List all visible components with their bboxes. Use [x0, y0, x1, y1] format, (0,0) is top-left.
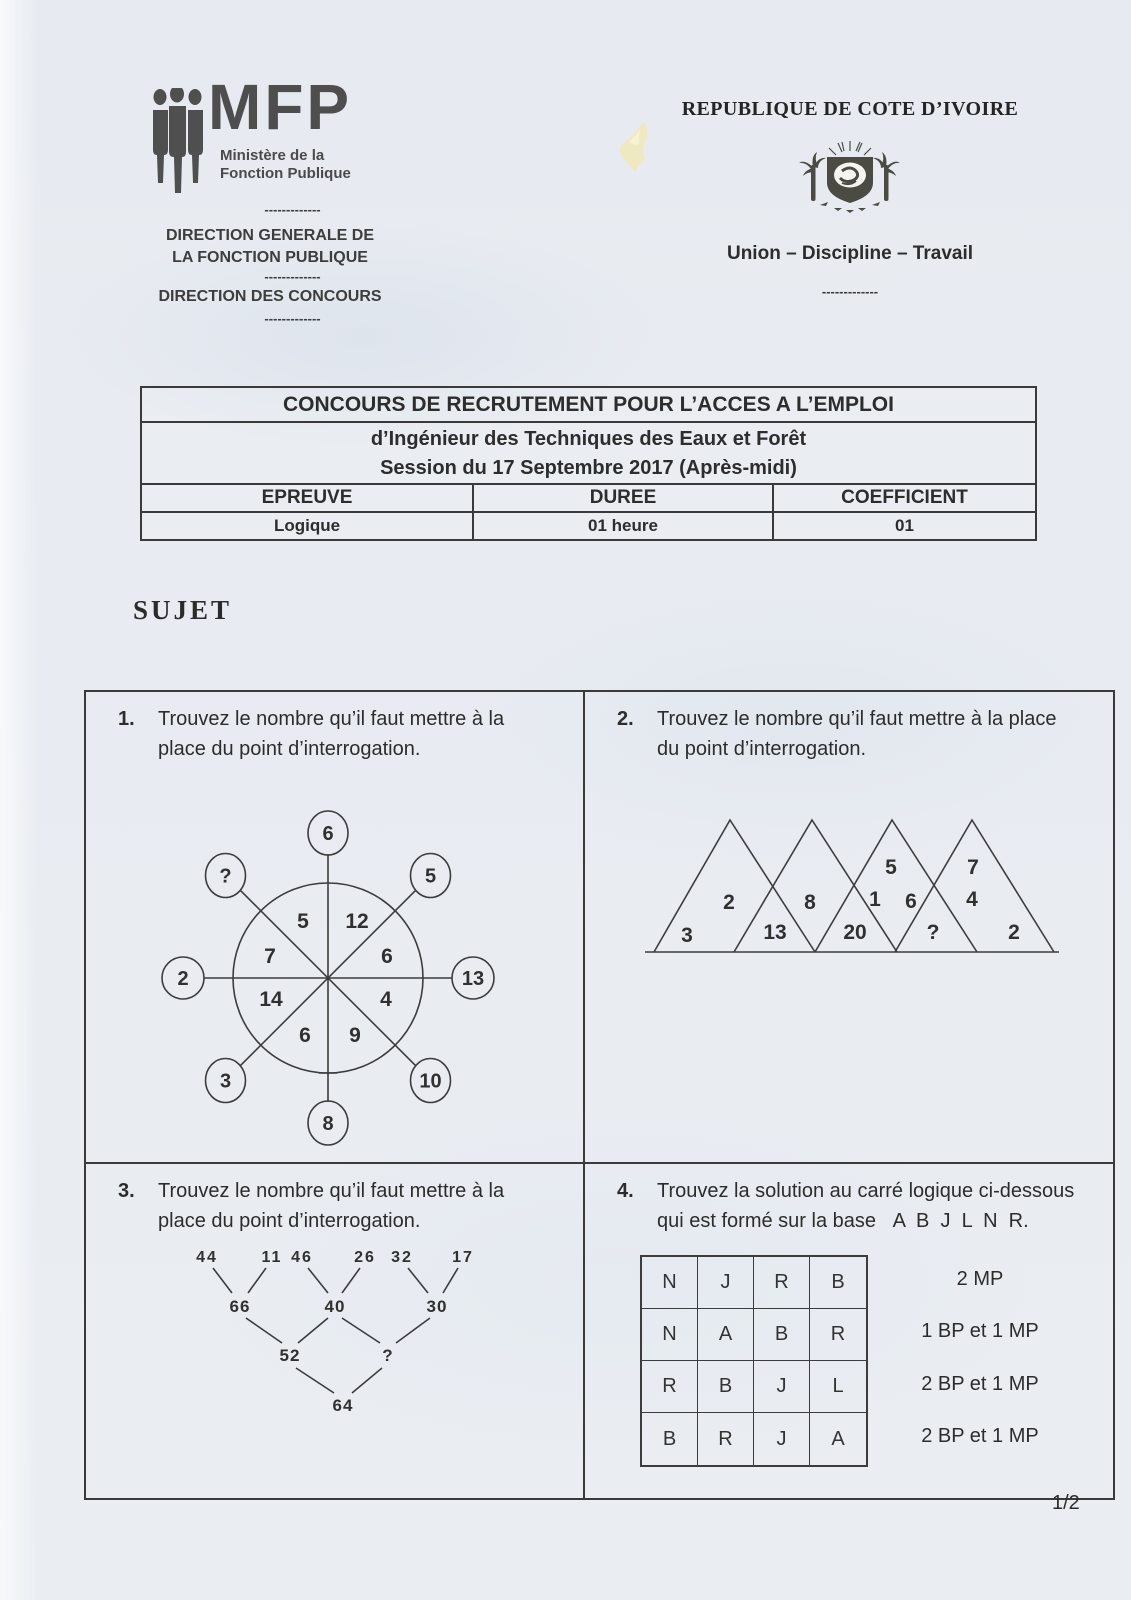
question-4-number: 4.: [617, 1180, 634, 1202]
q1-sector-sse: 9: [349, 1024, 361, 1047]
country-title: REPUBLIQUE DE COTE D’IVOIRE: [681, 98, 1019, 120]
question-2-line1: Trouvez le nombre qu’il faut mettre à la place: [657, 708, 1057, 730]
question-1-number: 1.: [118, 708, 135, 730]
q2-label-t3-left: 1: [869, 888, 881, 911]
q4-cell-r2c0: R: [642, 1361, 698, 1413]
q2-label-t3-right: 6: [905, 890, 917, 913]
question-1: [118, 704, 583, 764]
separator-dashes: -------------: [264, 202, 321, 217]
q4-cell-r0c0: N: [642, 1257, 698, 1309]
ministry-name: [220, 147, 351, 183]
question-4-line2-prefix: qui est formé sur la base: [657, 1210, 876, 1232]
q4-clue-row4: 2 BP et 1 MP: [921, 1425, 1039, 1447]
question-2-line2: du point d’interrogation.: [657, 738, 867, 760]
q3-r1-n3: 26: [354, 1249, 376, 1266]
separator-dashes: -------------: [264, 311, 321, 326]
q3-r1-n0: 44: [196, 1249, 218, 1266]
direction-generale-label: [155, 225, 385, 269]
question-4-cell: [585, 1164, 1113, 1498]
column-coefficient: COEFFICIENT: [841, 487, 968, 508]
question-3-number: 3.: [118, 1180, 135, 1202]
mfp-logo: [150, 71, 390, 193]
question-4-text: [657, 1176, 1104, 1236]
q3-r2-n0: 66: [229, 1297, 251, 1316]
question-2: [617, 704, 1113, 764]
q1-sector-ene: 6: [381, 945, 393, 968]
q4-clue-row2: 1 BP et 1 MP: [921, 1320, 1039, 1342]
page-number: 1/2: [1052, 1492, 1080, 1514]
exam-subtitle-line2: Session du 17 Septembre 2017 (Après-midi): [380, 457, 797, 479]
q2-label-t4-mid: 4: [966, 888, 978, 911]
q4-cell-r0c2: R: [754, 1257, 810, 1309]
question-4: [617, 1176, 1113, 1236]
q4-cell-r1c2: B: [754, 1309, 810, 1361]
q4-logic-square: [640, 1255, 868, 1467]
q4-cell-r2c1: B: [698, 1361, 754, 1413]
q3-pyramid-diagram: [190, 1238, 482, 1424]
question-2-cell: [585, 692, 1113, 1164]
q4-cell-r0c1: J: [698, 1257, 754, 1309]
q1-sector-wsw: 14: [259, 988, 283, 1011]
q4-cell-r1c3: R: [810, 1309, 866, 1361]
value-epreuve: Logique: [142, 513, 474, 539]
q4-cell-r3c3: A: [831, 1427, 845, 1450]
q2-label-t23-bottom: 20: [843, 921, 867, 944]
q4-cell-r3c0: B: [642, 1413, 698, 1465]
q4-cell-r2c2: J: [754, 1361, 810, 1413]
ministry-name-line2: Fonction Publique: [220, 165, 351, 182]
exam-subtitle: [142, 423, 1035, 485]
q1-wheel-diagram: [138, 778, 518, 1178]
ministry-acronym: MFP: [208, 71, 353, 143]
q2-label-t12-bottom: 13: [763, 921, 787, 944]
ministry-name-line1: Ministère de la: [220, 147, 325, 164]
q2-label-t3-top: 5: [885, 856, 897, 879]
puzzle-grid: [84, 690, 1115, 1500]
q1-sector-ese: 4: [380, 988, 392, 1011]
question-4-base-letters: A B J L N R.: [892, 1210, 1029, 1232]
q1-outer-top-left: ?: [219, 865, 232, 888]
question-3-text: [158, 1176, 534, 1236]
separator-dashes: -------------: [821, 284, 879, 299]
q4-cell-r1c0: N: [642, 1309, 698, 1361]
q1-sector-nne: 12: [345, 910, 369, 933]
q3-r1-n5: 17: [452, 1249, 474, 1266]
q3-r1-n2: 46: [291, 1249, 313, 1266]
question-3-line1: Trouvez le nombre qu’il faut mettre à la: [158, 1180, 505, 1202]
question-1-line1: Trouvez le nombre qu’il faut mettre à la: [158, 708, 505, 730]
motto: Union – Discipline – Travail: [726, 243, 974, 264]
q2-label-t34-bottom: ?: [926, 921, 940, 944]
q3-r1-n1: 11: [261, 1249, 283, 1266]
q4-clue-row3: 2 BP et 1 MP: [921, 1373, 1039, 1395]
q3-r4-n0: 64: [332, 1396, 354, 1415]
q4-cell-r0c3: B: [810, 1257, 866, 1309]
q4-clue-row1: 2 MP: [956, 1268, 1004, 1290]
question-3-cell: [86, 1164, 585, 1498]
q2-label-t1-mid: 2: [723, 891, 735, 914]
q1-outer-bottom-left: 3: [219, 1070, 232, 1093]
q1-outer-bottom-right: 10: [419, 1070, 442, 1093]
q4-cell-r1c1: A: [698, 1309, 754, 1361]
q2-label-t2-mid: 8: [804, 891, 816, 914]
ministry-header: [150, 71, 390, 326]
value-duree: 01 heure: [474, 513, 774, 539]
q1-outer-bottom: 8: [322, 1113, 334, 1135]
direction-generale-line1: DIRECTION GENERALE DE: [165, 227, 374, 244]
column-epreuve: EPREUVE: [142, 485, 474, 511]
question-1-text: [158, 704, 534, 764]
q3-r3-n0: 52: [279, 1346, 301, 1365]
subject-heading: SUJET: [133, 595, 233, 625]
republic-header: [635, 98, 1065, 299]
exam-title-table: [140, 386, 1037, 541]
q1-sector-nnw: 5: [297, 910, 309, 933]
question-4-line1: Trouvez la solution au carré logique ci-dessous: [657, 1180, 1075, 1202]
direction-generale-line2: LA FONCTION PUBLIQUE: [172, 249, 368, 266]
q3-r2-n1: 40: [324, 1297, 346, 1316]
q1-outer-top: 6: [322, 823, 334, 845]
q1-outer-left: 2: [177, 968, 189, 990]
question-1-line2: place du point d’interrogation.: [158, 738, 421, 760]
q2-label-t1-bottom: 3: [681, 924, 693, 947]
q3-r2-n2: 30: [426, 1297, 448, 1316]
q1-sector-ssw: 6: [299, 1024, 311, 1047]
q4-cell-r3c2: J: [754, 1413, 810, 1465]
q1-outer-right: 13: [461, 968, 485, 990]
q1-outer-top-right: 5: [424, 865, 437, 888]
q2-triangles-diagram: [642, 810, 1062, 962]
q3-r1-n4: 32: [391, 1249, 413, 1266]
q2-label-t4-bottom: 2: [1008, 921, 1020, 944]
value-coefficient: 01: [895, 516, 914, 535]
exam-title: CONCOURS DE RECRUTEMENT POUR L’ACCES A L’EMPLOI: [142, 388, 1035, 423]
q2-label-t4-top: 7: [967, 856, 979, 879]
question-3: [118, 1176, 583, 1236]
q4-cell-r3c1: R: [698, 1413, 754, 1465]
question-3-line2: place du point d’interrogation.: [158, 1210, 421, 1232]
q4-cell-r2c3: L: [810, 1361, 866, 1413]
question-4-line2: [657, 1206, 1074, 1236]
exam-table-header-row: [142, 485, 1035, 513]
question-1-cell: [86, 692, 585, 1164]
question-2-text: [657, 704, 1086, 764]
separator-dashes: -------------: [264, 269, 321, 284]
coat-of-arms-icon: [794, 137, 906, 217]
question-2-number: 2.: [617, 708, 634, 730]
column-duree: DUREE: [474, 485, 774, 511]
direction-concours-label: DIRECTION DES CONCOURS: [158, 288, 382, 305]
q1-sector-wnw: 7: [264, 945, 276, 968]
q3-r3-n1: ?: [382, 1346, 394, 1365]
exam-table-value-row: [142, 513, 1035, 539]
people-icon: [150, 88, 206, 194]
exam-subtitle-line1: d’Ingénieur des Techniques des Eaux et Forêt: [370, 428, 807, 450]
